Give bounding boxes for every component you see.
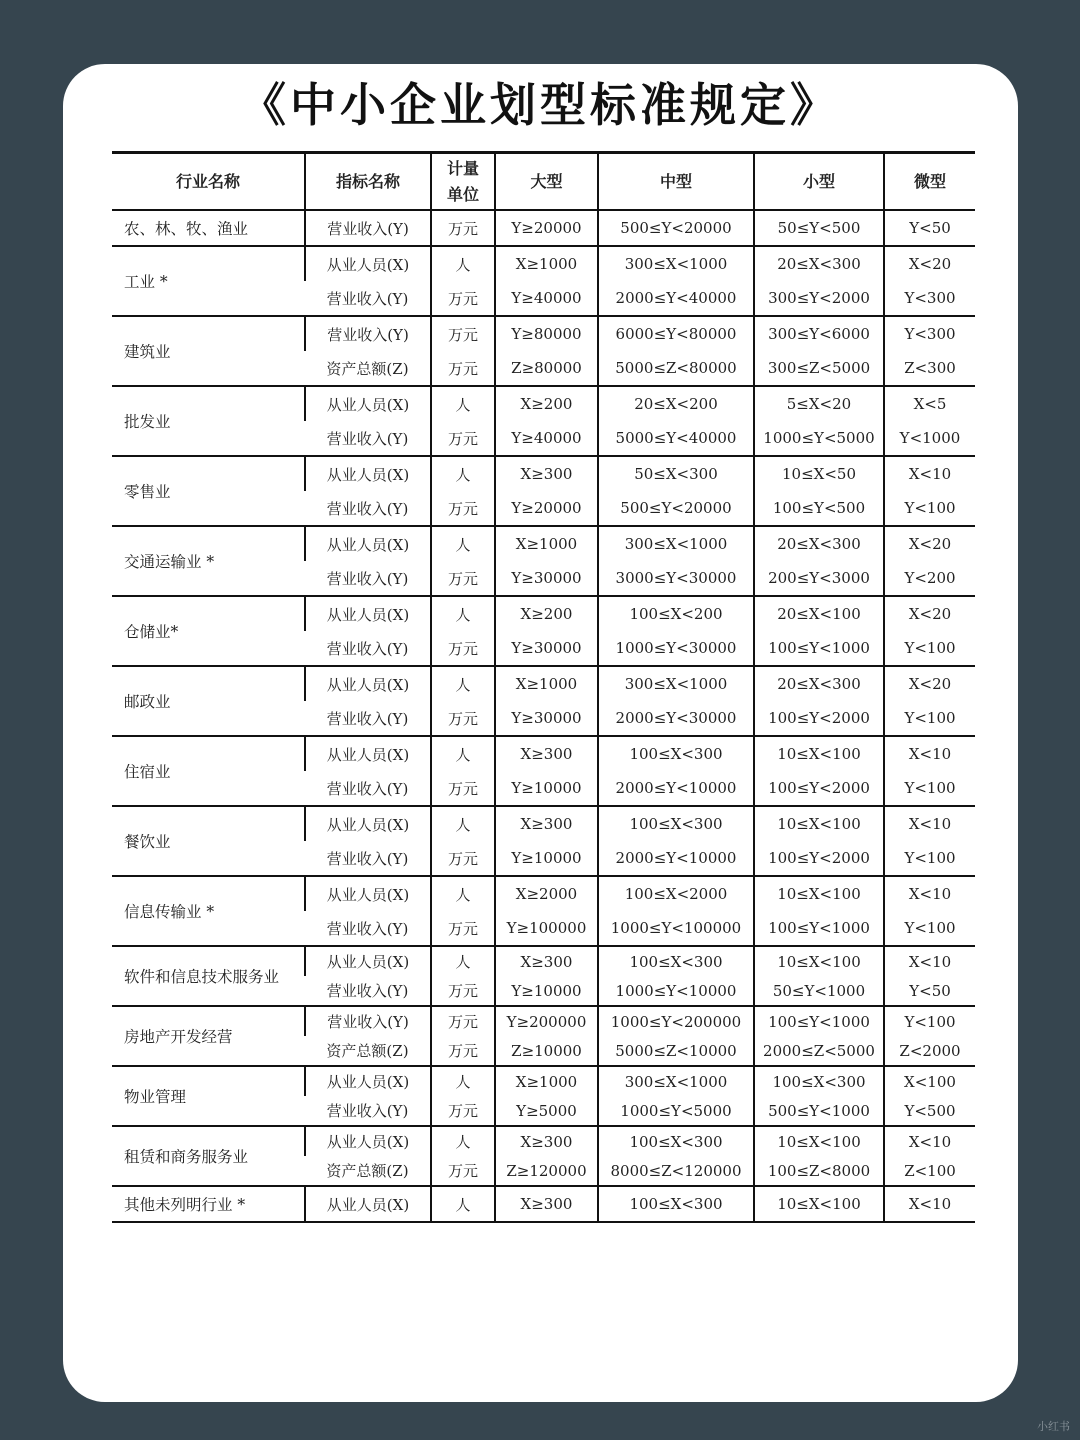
unit-cell: 人 [431,526,495,561]
unit-cell: 人 [431,736,495,771]
indicator-cell: 从业人员(X) [305,1066,431,1096]
medium-cell: 2000≤Y<10000 [598,771,754,806]
micro-cell: X<20 [884,596,975,631]
table-row [112,1186,975,1222]
indicator-cell: 营业收入(Y) [326,779,409,798]
large-cell: Y≥30000 [495,561,598,596]
micro-cell: Y<100 [884,771,975,806]
industry-cell: 住宿业 [112,736,305,806]
small-cell: 10≤X<100 [754,1126,884,1156]
large-cell: Z≥10000 [495,1036,598,1066]
medium-cell: 100≤X<200 [598,596,754,631]
small-cell: 10≤X<100 [754,946,884,976]
small-cell: 100≤Y<1000 [754,1006,884,1036]
header-indicator: 指标名称 [305,153,431,211]
table-body [112,210,975,1222]
industry-cell: 批发业 [112,386,305,456]
industry-cell: 交通运输业 * [112,526,305,596]
indicator-cell: 营业收入(Y) [326,982,409,1000]
indicator-cell: 营业收入(Y) [326,639,409,658]
unit-cell: 万元 [431,1006,495,1036]
micro-cell: X<10 [884,946,975,976]
large-cell: Y≥5000 [495,1096,598,1126]
large-cell: X≥2000 [495,876,598,911]
micro-cell: X<10 [884,736,975,771]
industry-cell: 农、林、牧、渔业 [124,220,249,238]
unit-cell: 人 [431,946,495,976]
large-cell: Y≥30000 [495,631,598,666]
medium-cell: 500≤Y<20000 [598,491,754,526]
micro-cell: Y<100 [884,701,975,736]
header-unit-line2: 单位 [446,184,479,204]
small-cell: 20≤X<300 [754,246,884,281]
micro-cell: Y<50 [884,976,975,1006]
unit-cell: 人 [431,1066,495,1096]
header-micro: 微型 [884,153,975,211]
industry-cell: 房地产开发经营 [112,1006,305,1066]
small-cell: 1000≤Y<5000 [754,421,884,456]
medium-cell: 3000≤Y<30000 [598,561,754,596]
micro-cell: X<100 [884,1066,975,1096]
small-cell: 300≤Y<2000 [754,281,884,316]
industry-cell: 建筑业 [112,316,305,386]
large-cell: X≥300 [495,1186,598,1222]
table-row [112,526,975,561]
medium-cell: 100≤X<300 [598,806,754,841]
unit-cell: 人 [431,806,495,841]
large-cell: Y≥10000 [495,771,598,806]
sme-classification-table [112,151,975,1223]
table-row [112,666,975,701]
micro-cell: X<10 [884,806,975,841]
micro-cell: X<10 [884,876,975,911]
micro-cell: X<10 [884,456,975,491]
large-cell: X≥1000 [495,246,598,281]
medium-cell: 300≤X<1000 [598,246,754,281]
medium-cell: 5000≤Z<10000 [598,1036,754,1066]
indicator-cell: 从业人员(X) [305,246,431,281]
large-cell: Z≥80000 [495,351,598,386]
indicator-cell: 从业人员(X) [305,806,431,841]
large-cell: Y≥20000 [495,210,598,246]
large-cell: X≥300 [495,736,598,771]
small-cell: 10≤X<100 [754,806,884,841]
indicator-cell: 从业人员(X) [305,1186,431,1222]
large-cell: Y≥10000 [495,841,598,876]
small-cell: 20≤X<300 [754,666,884,701]
medium-cell: 8000≤Z<120000 [598,1156,754,1186]
small-cell: 2000≤Z<5000 [754,1036,884,1066]
unit-cell: 万元 [431,771,495,806]
indicator-cell: 从业人员(X) [305,386,431,421]
unit-cell: 万元 [431,316,495,351]
indicator-cell: 营业收入(Y) [305,1006,431,1036]
small-cell: 20≤X<100 [754,596,884,631]
large-cell: Y≥40000 [495,421,598,456]
small-cell: 10≤X<100 [754,736,884,771]
industry-cell: 零售业 [112,456,305,526]
micro-cell: Y<100 [884,911,975,946]
unit-cell: 万元 [431,841,495,876]
unit-cell: 万元 [431,911,495,946]
large-cell: X≥300 [495,946,598,976]
unit-cell: 人 [431,1126,495,1156]
industry-cell: 物业管理 [112,1066,305,1126]
medium-cell: 1000≤Y<100000 [598,911,754,946]
medium-cell: 100≤X<300 [598,736,754,771]
unit-cell: 人 [431,876,495,911]
micro-cell: Y<300 [884,316,975,351]
table-header-row [112,153,975,211]
indicator-cell: 营业收入(Y) [326,289,409,308]
unit-cell: 人 [431,666,495,701]
micro-cell: Y<200 [884,561,975,596]
header-unit-line1: 计量 [446,158,479,178]
medium-cell: 100≤X<300 [598,1186,754,1222]
medium-cell: 300≤X<1000 [598,526,754,561]
industry-cell: 餐饮业 [112,806,305,876]
industry-cell: 租赁和商务服务业 [112,1126,305,1186]
medium-cell: 2000≤Y<40000 [598,281,754,316]
industry-cell: 信息传输业 * [112,876,305,946]
small-cell: 10≤X<100 [754,1186,884,1222]
indicator-cell: 从业人员(X) [305,526,431,561]
micro-cell: Y<100 [884,841,975,876]
indicator-cell: 资产总额(Z) [326,1162,409,1180]
small-cell: 100≤Y<1000 [754,911,884,946]
large-cell: Z≥120000 [495,1156,598,1186]
small-cell: 300≤Z<5000 [754,351,884,386]
unit-cell: 万元 [431,351,495,386]
large-cell: X≥1000 [495,666,598,701]
unit-cell: 人 [431,386,495,421]
small-cell: 200≤Y<3000 [754,561,884,596]
page-title: 《中小企业划型标准规定》 [240,78,840,132]
micro-cell: X<20 [884,666,975,701]
unit-cell: 万元 [431,281,495,316]
industry-cell: 工业 * [112,246,305,316]
large-cell: X≥200 [495,386,598,421]
industry-cell: 软件和信息技术服务业 [112,946,305,1006]
medium-cell: 100≤X<300 [598,946,754,976]
micro-cell: Z<300 [884,351,975,386]
industry-cell: 仓储业* [112,596,305,666]
indicator-cell: 资产总额(Z) [326,1042,409,1060]
micro-cell: Y<100 [884,491,975,526]
medium-cell: 100≤X<2000 [598,876,754,911]
indicator-cell: 营业收入(Y) [305,316,431,351]
small-cell: 300≤Y<6000 [754,316,884,351]
small-cell: 50≤Y<1000 [754,976,884,1006]
indicator-cell: 营业收入(Y) [326,569,409,588]
indicator-cell: 从业人员(X) [305,946,431,976]
table-row [112,316,975,351]
header-medium: 中型 [598,153,754,211]
micro-cell: Y<100 [884,1006,975,1036]
table-row [112,210,975,246]
unit-cell: 万元 [431,561,495,596]
unit-cell: 人 [431,456,495,491]
large-cell: Y≥100000 [495,911,598,946]
large-cell: X≥300 [495,806,598,841]
micro-cell: X<10 [884,1186,975,1222]
table-row [112,246,975,281]
unit-cell: 万元 [431,491,495,526]
unit-cell: 人 [431,596,495,631]
large-cell: Y≥80000 [495,316,598,351]
small-cell: 100≤Z<8000 [754,1156,884,1186]
table-row [112,596,975,631]
medium-cell: 50≤X<300 [598,456,754,491]
unit-cell: 万元 [431,1156,495,1186]
small-cell: 500≤Y<1000 [754,1096,884,1126]
indicator-cell: 从业人员(X) [305,596,431,631]
medium-cell: 1000≤Y<30000 [598,631,754,666]
unit-cell: 人 [431,246,495,281]
medium-cell: 5000≤Y<40000 [598,421,754,456]
medium-cell: 300≤X<1000 [598,1066,754,1096]
large-cell: X≥200 [495,596,598,631]
large-cell: X≥300 [495,1126,598,1156]
small-cell: 10≤X<50 [754,456,884,491]
header-large: 大型 [495,153,598,211]
micro-cell: X<20 [884,526,975,561]
unit-cell: 万元 [431,421,495,456]
indicator-cell: 从业人员(X) [305,876,431,911]
small-cell: 100≤Y<2000 [754,701,884,736]
indicator-cell: 营业收入(Y) [305,210,431,246]
medium-cell: 5000≤Z<80000 [598,351,754,386]
indicator-cell: 从业人员(X) [305,736,431,771]
small-cell: 100≤Y<2000 [754,771,884,806]
indicator-cell: 营业收入(Y) [326,1102,409,1120]
small-cell: 20≤X<300 [754,526,884,561]
industry-cell: 邮政业 [112,666,305,736]
unit-cell: 万元 [431,1036,495,1066]
micro-cell: Y<1000 [884,421,975,456]
table-row [112,806,975,841]
indicator-cell: 营业收入(Y) [326,919,409,938]
medium-cell: 1000≤Y<200000 [598,1006,754,1036]
unit-cell: 万元 [431,701,495,736]
micro-cell: Y<50 [884,210,975,246]
table-row [112,736,975,771]
indicator-cell: 营业收入(Y) [326,849,409,868]
micro-cell: Y<500 [884,1096,975,1126]
indicator-cell: 营业收入(Y) [326,709,409,728]
small-cell: 100≤Y<500 [754,491,884,526]
micro-cell: X<5 [884,386,975,421]
micro-cell: Z<2000 [884,1036,975,1066]
table-row [112,456,975,491]
table-row [112,1066,975,1096]
small-cell: 10≤X<100 [754,876,884,911]
small-cell: 50≤Y<500 [754,210,884,246]
small-cell: 100≤X<300 [754,1066,884,1096]
medium-cell: 6000≤Y<80000 [598,316,754,351]
table-row [112,946,975,976]
indicator-cell: 营业收入(Y) [326,429,409,448]
medium-cell: 300≤X<1000 [598,666,754,701]
micro-cell: Y<300 [884,281,975,316]
medium-cell: 1000≤Y<10000 [598,976,754,1006]
micro-cell: Y<100 [884,631,975,666]
indicator-cell: 资产总额(Z) [326,359,409,378]
indicator-cell: 从业人员(X) [305,666,431,701]
unit-cell: 万元 [431,976,495,1006]
medium-cell: 100≤X<300 [598,1126,754,1156]
table-row [112,1126,975,1156]
table-row [112,876,975,911]
watermark: 小红书 [1037,1420,1070,1433]
micro-cell: X<20 [884,246,975,281]
small-cell: 5≤X<20 [754,386,884,421]
medium-cell: 2000≤Y<30000 [598,701,754,736]
small-cell: 100≤Y<1000 [754,631,884,666]
large-cell: X≥1000 [495,1066,598,1096]
micro-cell: Z<100 [884,1156,975,1186]
table-row [112,386,975,421]
header-industry: 行业名称 [112,153,305,211]
medium-cell: 20≤X<200 [598,386,754,421]
unit-cell: 万元 [431,631,495,666]
industry-cell: 其他未列明行业 * [112,1186,305,1222]
medium-cell: 1000≤Y<5000 [598,1096,754,1126]
unit-cell: 万元 [431,1096,495,1126]
table-row [112,1006,975,1036]
large-cell: Y≥200000 [495,1006,598,1036]
indicator-cell: 营业收入(Y) [326,499,409,518]
indicator-cell: 从业人员(X) [305,456,431,491]
micro-cell: X<10 [884,1126,975,1156]
large-cell: Y≥10000 [495,976,598,1006]
large-cell: X≥1000 [495,526,598,561]
medium-cell: 2000≤Y<10000 [598,841,754,876]
header-unit [431,153,495,211]
small-cell: 100≤Y<2000 [754,841,884,876]
indicator-cell: 从业人员(X) [305,1126,431,1156]
unit-cell: 人 [431,1186,495,1222]
unit-cell: 万元 [431,210,495,246]
large-cell: Y≥20000 [495,491,598,526]
large-cell: X≥300 [495,456,598,491]
large-cell: Y≥40000 [495,281,598,316]
large-cell: Y≥30000 [495,701,598,736]
medium-cell: 500≤Y<20000 [598,210,754,246]
header-small: 小型 [754,153,884,211]
